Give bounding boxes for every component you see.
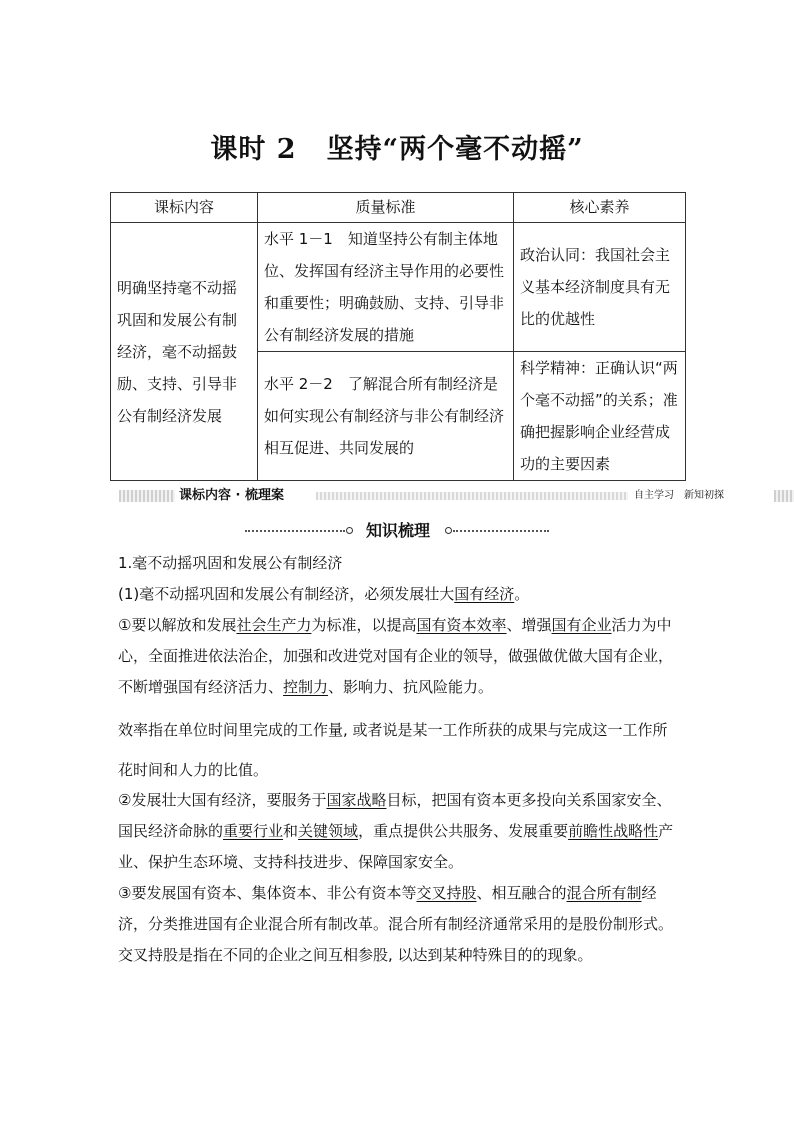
table-row [111, 223, 686, 352]
section-bar-middle-stripe [316, 492, 628, 500]
header-literacy: 核心素养 [514, 193, 686, 223]
header-quality: 质量标准 [258, 193, 514, 223]
note-cross-holding: 交叉持股是指在不同的企业之间互相参股, 以达到某种特殊目的的现象。 [118, 946, 593, 964]
paragraph-4: ③要发展国有资本、集体资本、非公有资本等交叉持股、相互融合的混合所有制经济，分类推进国有企业混合所有制改革。混合所有制经济通常采用的是股份制形式。 [118, 884, 674, 933]
section-bar [119, 487, 724, 505]
section-heading: 1.毫不动摇巩固和发展公有制经济 [118, 554, 343, 572]
table-header-row [111, 193, 686, 223]
subheading-left-circle [346, 527, 353, 534]
subheading-text: 知识梳理 [365, 521, 430, 540]
subheading-left-dots [245, 530, 345, 532]
blank-answer: 国有资本效率 [416, 616, 507, 634]
note-text: 效率指在单位时间里完成的工作量, 或者说是某一工作所获的成果与完成这一工作所花时间和人力的比值。 [118, 721, 668, 779]
blank-answer: 重要行业 [223, 822, 284, 840]
blank-answer: 前瞻性战略性 [568, 822, 659, 840]
blank-answer: 国家战略 [326, 791, 387, 809]
blank-answer: 混合所有制 [566, 884, 642, 902]
blank-answer: 国有企业 [551, 616, 612, 634]
blank-answer: 交叉持股 [416, 884, 477, 902]
literacy-science-cell: 科学精神：正确认识“两个毫不动摇”的关系；准确把握影响企业经营成功的主要因素 [514, 352, 686, 481]
paragraph-1: (1)毫不动摇巩固和发展公有制经济，必须发展壮大国有经济。 [118, 585, 530, 603]
section-bar-title: 课标内容 · 梳理案 [179, 488, 284, 503]
curriculum-content-cell: 明确坚持毫不动摇巩固和发展公有制经济，毫不动摇鼓励、支持、引导非公有制经济发展 [111, 223, 258, 481]
page-title [0, 127, 794, 166]
subheading-right-circle [445, 527, 452, 534]
standards-table [110, 192, 686, 481]
section-bar-right-stripe [774, 490, 794, 502]
subheading-right-dots [453, 530, 549, 532]
section-bar-left-stripe [119, 490, 175, 502]
knowledge-subheading [245, 521, 545, 541]
literacy-political-cell: 政治认同：我国社会主义基本经济制度具有无比的优越性 [514, 223, 686, 352]
blank-answer: 国有经济 [454, 585, 515, 603]
lesson-title: 坚持“两个毫不动摇” [326, 134, 584, 165]
quality-level-2-cell: 水平 2－2 了解混合所有制经济是如何实现公有制经济与非公有制经济相互促进、共同发展的 [258, 352, 514, 481]
blank-answer: 关键领域 [298, 822, 359, 840]
content-body [118, 548, 680, 703]
blank-answer: 控制力 [283, 678, 329, 696]
section-bar-right-text: 自主学习 新知初探 [634, 490, 724, 501]
content-body-2 [118, 785, 680, 971]
lesson-number: 课时 2 [210, 134, 297, 165]
blank-answer: 社会生产力 [236, 616, 312, 634]
paragraph-2: ①要以解放和发展社会生产力为标准，以提高国有资本效率、增强国有企业活力为中心，全面推进依法治企，加强和改进党对国有企业的领导，做强做优做大国有企业，不断增强国有经济活力、控制力、影响力、抗风险能力。 [118, 616, 674, 696]
quality-level-1-cell: 水平 1－1 知道坚持公有制主体地位、发挥国有经济主导作用的必要性和重要性；明确鼓励、支持、引导非公有制经济发展的措施 [258, 223, 514, 352]
paragraph-3: ②发展壮大国有经济，要服务于国家战略目标，把国有资本更多投向关系国家安全、国民经济命脉的重要行业和关键领域，重点提供公共服务、发展重要前瞻性战略性产业、保护生态环境、支持科技进步、保障国家安全。 [118, 791, 674, 871]
header-curriculum: 课标内容 [111, 193, 258, 223]
note-efficiency [118, 710, 680, 790]
